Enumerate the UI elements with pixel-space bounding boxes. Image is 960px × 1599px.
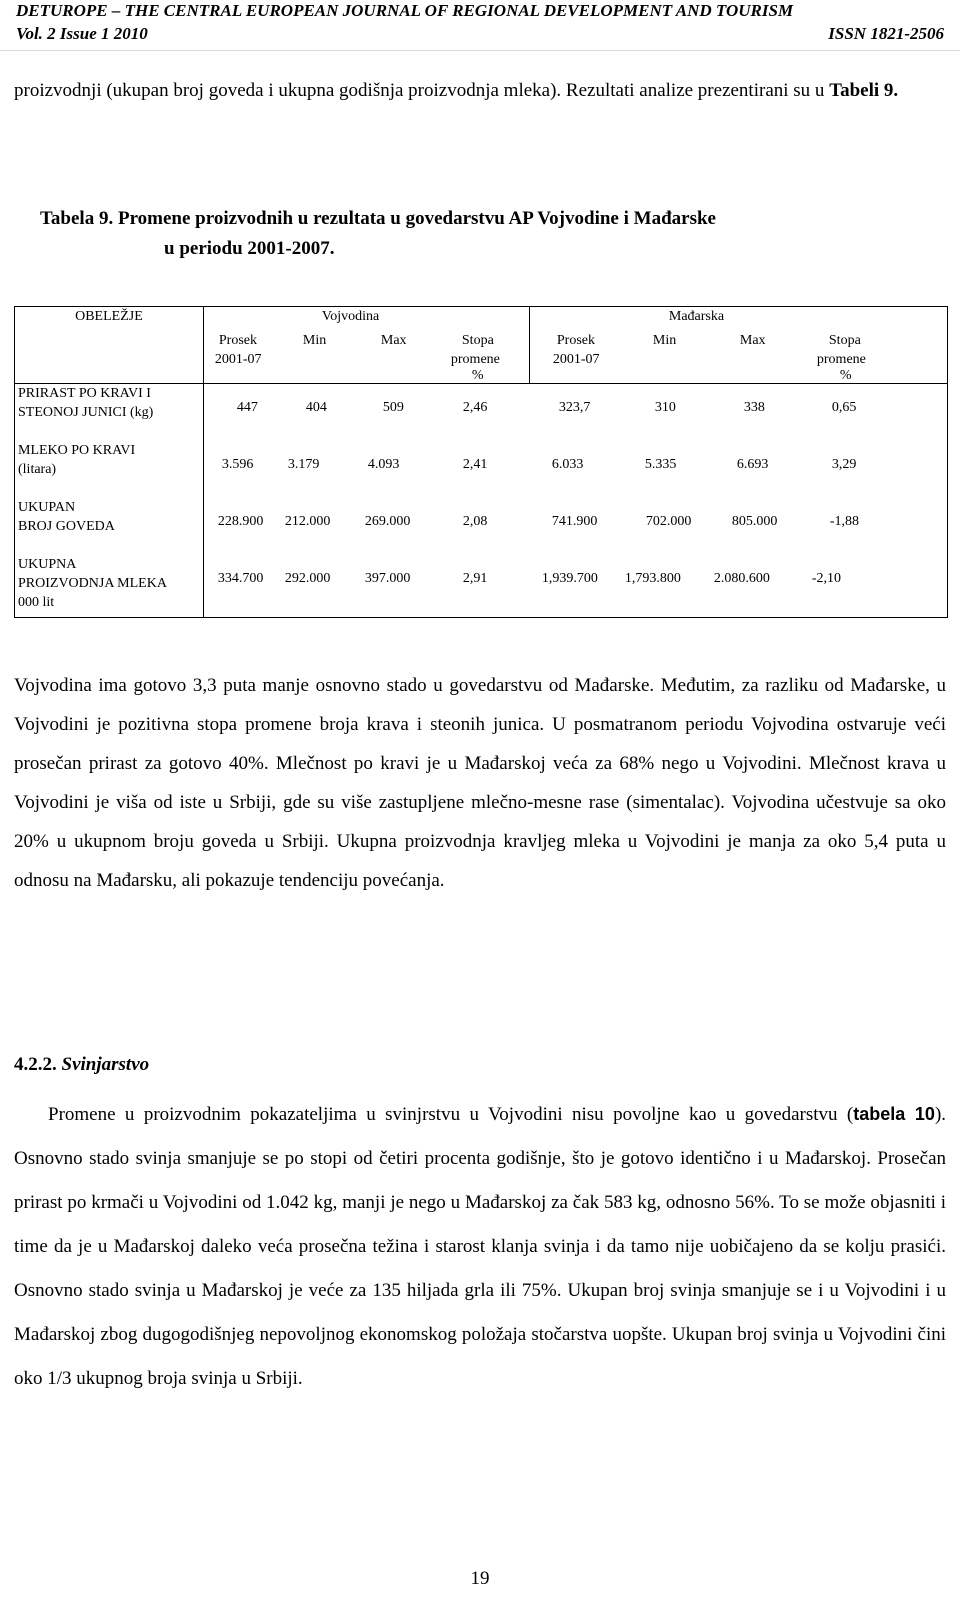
col-promene-madjarska: promene	[816, 352, 866, 367]
value-cell: 2,91	[462, 571, 488, 586]
section-heading	[14, 1054, 149, 1076]
col-percent-madjarska: %	[839, 368, 852, 383]
col-promene-vojvodina: promene	[450, 352, 500, 367]
value-cell: 1,939.700	[541, 571, 598, 586]
col-max-vojvodina: Max	[380, 333, 407, 348]
col-min-madjarska: Min	[652, 333, 677, 348]
col-prosek-vojvodina: Prosek	[218, 333, 258, 348]
value-cell: 338	[743, 400, 765, 415]
col-percent-vojvodina: %	[471, 368, 484, 383]
caption-line-1: Tabela 9. Promene proizvodnih u rezultata u govedarstvu AP Vojvodine i Mađarske	[40, 208, 716, 229]
value-cell: 2,41	[462, 457, 488, 472]
value-cell: 5.335	[644, 457, 677, 472]
row-label-line: UKUPAN	[18, 500, 76, 515]
row-label-prirast	[18, 384, 200, 441]
row-label-line: PROIZVODNJA MLEKA	[18, 576, 167, 591]
journal-title: DETUROPE – THE CENTRAL EUROPEAN JOURNAL OF REGIONAL DEVELOPMENT AND TOURISM	[16, 1, 794, 20]
col-prosek-madjarska: Prosek	[556, 333, 596, 348]
value-cell: 4.093	[367, 457, 400, 472]
row-label-line: MLEKO PO KRAVI	[18, 443, 136, 458]
value-cell: 741.900	[551, 514, 598, 529]
values-row-goveda	[207, 498, 944, 555]
row-label-line: 000 lit	[18, 595, 55, 610]
group-divider	[529, 307, 530, 383]
col-min-vojvodina: Min	[302, 333, 327, 348]
row-label-line: UKUPNA	[18, 557, 77, 572]
table-caption	[40, 204, 950, 264]
value-cell: 404	[305, 400, 327, 415]
value-cell: 310	[654, 400, 676, 415]
col-period-madjarska: 2001-07	[552, 352, 600, 367]
cattle-analysis-paragraph: Vojvodina ima gotovo 3,3 puta manje osnovno stado u govedarstvu od Mađarske. Međutim, za razliku od Mađarske, u Vojvodini je pozitivna stopa promene broja krava i steonih junica. U posmatranom periodu Vojvodina ostvaruje veći prosečan prirast za gotovo 40%. Mlečnost po kravi je u Mađarskoj veća za 68% nego u Vojvodini. Mlečnost krava u Vojvodini je viša od iste u Srbiji, gde su više zastupljene mlečno-mesne rase (simentalac). Vojvodina učestvuje sa oko 20% u ukupnom broju goveda u Srbiji. Ukupna proizvodnja kravljeg mleka u Vojvodini je manja za oko 5,4 puta u odnosu na Mađarsku, ali pokazuje tendenciju povećanja.	[14, 675, 946, 891]
value-cell: 3.179	[287, 457, 320, 472]
value-cell: 509	[382, 400, 404, 415]
section-number: 4.2.2.	[14, 1054, 57, 1075]
cattle-production-table	[14, 306, 948, 618]
value-cell: 323,7	[558, 400, 591, 415]
pig-analysis-paragraph	[14, 1092, 946, 1401]
value-cell: 3.596	[221, 457, 254, 472]
row-labels-cell	[15, 384, 204, 618]
col-stopa-vojvodina: Stopa	[461, 333, 494, 348]
value-cell: 2,46	[462, 400, 488, 415]
journal-volume: Vol. 2 Issue 1 2010	[16, 24, 148, 43]
value-cell: 0,65	[831, 400, 857, 415]
value-cell: 397.000	[364, 571, 411, 586]
col-max-madjarska: Max	[739, 333, 766, 348]
value-cell: 2.080.600	[713, 571, 770, 586]
values-row-mleko	[207, 441, 944, 498]
intro-paragraph	[14, 74, 946, 108]
journal-issn: ISSN 1821-2506	[828, 24, 944, 43]
journal-header	[0, 0, 960, 51]
value-cell: 269.000	[364, 514, 411, 529]
table-body-row	[15, 384, 948, 618]
value-header-cell	[203, 307, 947, 384]
row-label-line: STEONOJ JUNICI (kg)	[18, 405, 154, 420]
row-label-line: BROJ GOVEDA	[18, 519, 115, 534]
row-label-goveda	[18, 498, 200, 555]
value-cell: -1,88	[829, 514, 860, 529]
label-header: OBELEŽJE	[75, 309, 143, 324]
row-values-cell	[203, 384, 947, 618]
value-cell: 6.693	[736, 457, 769, 472]
value-cell: 805.000	[731, 514, 778, 529]
values-row-proizvodnja	[207, 555, 944, 617]
caption-line-2: u periodu 2001-2007.	[164, 238, 335, 259]
value-cell: 334.700	[217, 571, 264, 586]
row-label-line: PRIRAST PO KRAVI I	[18, 386, 151, 401]
col-period-vojvodina: 2001-07	[214, 352, 262, 367]
page-number: 19	[470, 1568, 490, 1589]
table-reference-10: tabela 10	[853, 1104, 935, 1124]
value-cell: 212.000	[284, 514, 331, 529]
group-vojvodina: Vojvodina	[321, 309, 380, 324]
pig-text-after: ). Osnovno stado svinja smanjuje se po stopi od četiri procenta godišnje, što je gotovo identično i u Mađarskoj. Prosečan prirast po krmači u Vojvodini od 1.042 kg, manji je nego u Mađarskoj za čak 583 kg, odnosno 56%. To se može objasniti i time da je u Mađarskoj daleko veća prosečna težina i starost klanja svinja i da tamo nije uobičajeno da se kolju prasići. Osnovno stado svinja u Mađarskoj je veće za 135 hiljada grla ili 75%. Ukupan broj svinja smanjuje se i u Vojvodini i u Mađarskoj zbog dugogodišnjeg nepovoljnog ekonomskog položaja stočarstva uopšte. Ukupan broj svinja u Vojvodini čini oko 1/3 ukupnog broja svinja u Srbiji.	[14, 1104, 947, 1389]
table-reference: Tabeli 9.	[829, 80, 899, 101]
intro-text: proizvodnji (ukupan broj goveda i ukupna godišnja proizvodnja mleka). Rezultati analize prezentirani su u	[14, 80, 830, 101]
pig-text-before: Promene u proizvodnim pokazateljima u svinjrstvu u Vojvodini nisu povoljne kao u govedarstvu (	[48, 1104, 854, 1125]
table-header-row	[15, 307, 948, 384]
value-cell: 6.033	[551, 457, 584, 472]
values-row-prirast	[207, 384, 944, 441]
value-cell: 228.900	[217, 514, 264, 529]
value-cell: -2,10	[811, 571, 842, 586]
group-madjarska: Mađarska	[668, 309, 725, 324]
value-cell: 292.000	[284, 571, 331, 586]
value-cell: 447	[236, 400, 258, 415]
value-cell: 2,08	[462, 514, 488, 529]
value-header	[207, 307, 944, 383]
row-label-mleko	[18, 441, 200, 498]
section-title: Svinjarstvo	[61, 1054, 150, 1075]
col-stopa-madjarska: Stopa	[828, 333, 861, 348]
value-cell: 1,793.800	[624, 571, 681, 586]
row-label-proizvodnja	[18, 555, 200, 617]
row-label-line: (litara)	[18, 462, 57, 477]
value-cell: 3,29	[831, 457, 857, 472]
label-header-cell	[15, 307, 204, 384]
value-cell: 702.000	[645, 514, 692, 529]
